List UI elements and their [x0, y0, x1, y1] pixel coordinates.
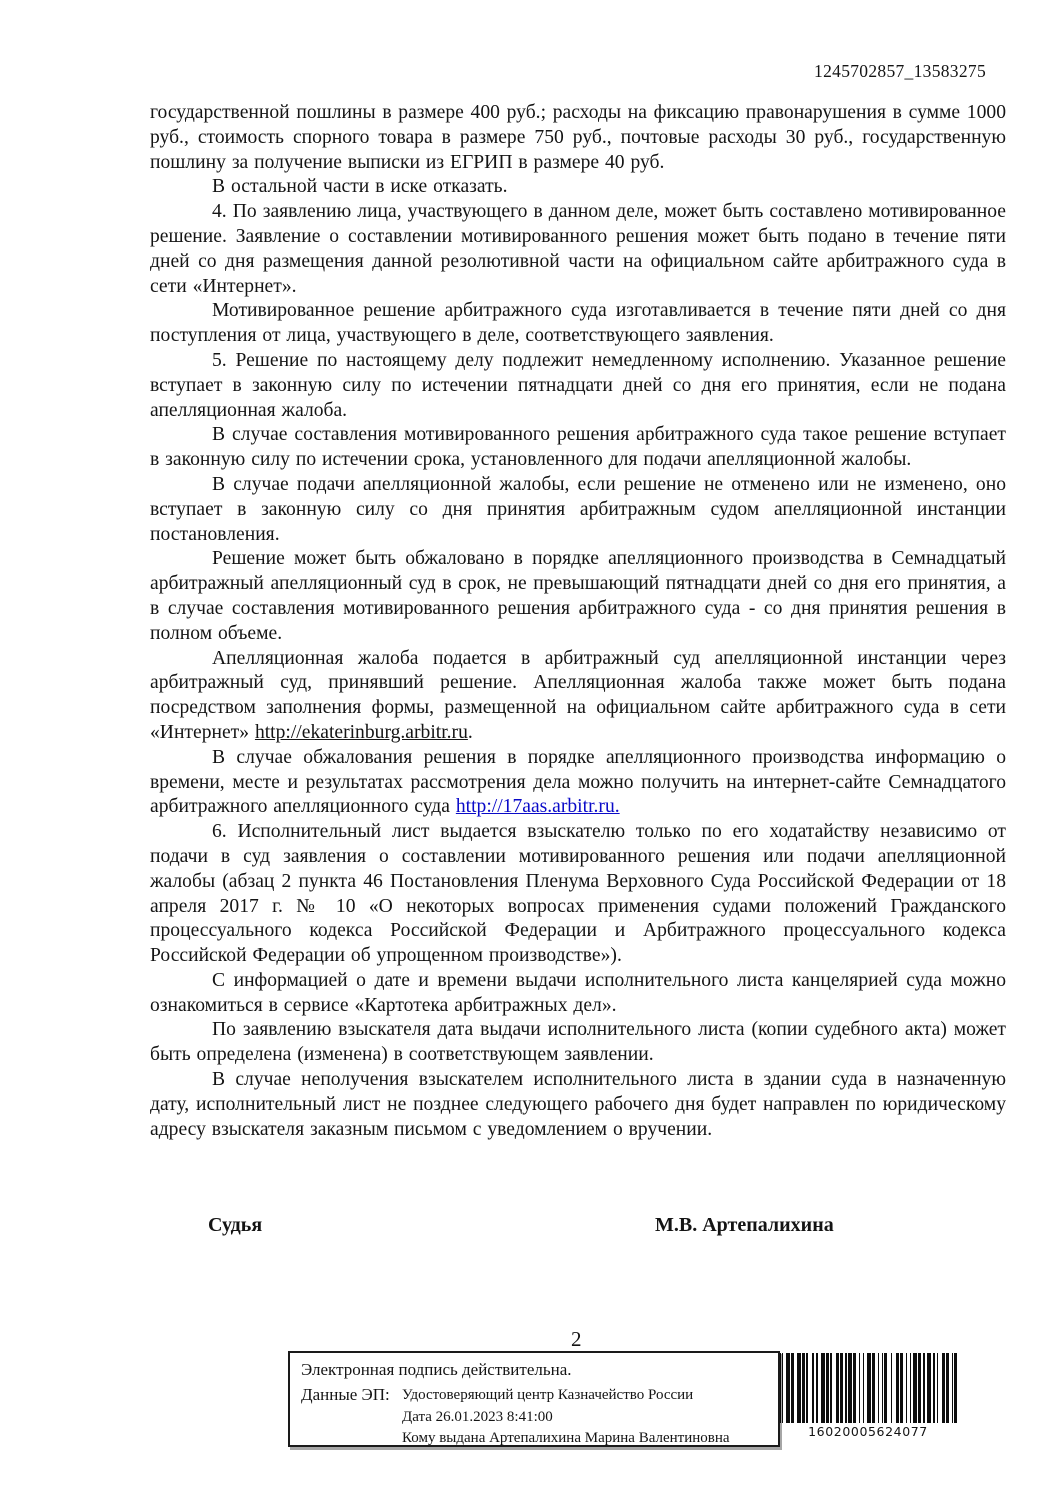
- paragraph-appeal-info-site: [150, 746, 1006, 820]
- barcode: [778, 1353, 958, 1439]
- stamp-data-row: [301, 1385, 768, 1450]
- paragraph-costs-continuation: государственной пошлины в размере 400 руб.; расходы на фиксацию правонарушения в сумме 1000 руб., стоимость спорного товара в размере 750 руб., почтовые расходы 30 руб., государственную пошлину за получение выписки из ЕГРИП в размере 40 руб.: [150, 102, 1006, 173]
- paragraph-text: В случае обжалования решения в порядке апелляционного производства информацию о времени, месте и результатах рассмотрения дела можно получить на интернет-сайте Семнадцатого арбитражного апелляционного суда: [150, 746, 1006, 818]
- stamp-validity-text: Электронная подпись действительна.: [301, 1360, 572, 1379]
- paragraph-appeal-entry-into-force: В случае подачи апелляционной жалобы, если решение не отменено или не изменено, оно вступает в законную силу со дня принятия арбитражным судом апелляционной инстанции постановления.: [150, 473, 1006, 545]
- paragraph-text: Апелляционная жалоба подается в арбитражный суд апелляционной инстанции через арбитражный суд, принявший решение. Апелляционная жалоба также может быть подана посредством заполнения формы, размещенной на официальном сайте арбитражного суда в сети «Интернет»: [150, 647, 1006, 743]
- paragraph-remainder-dismissed: В остальной части в иске отказать.: [212, 176, 508, 198]
- document-id: 1245702857_13583275: [814, 61, 986, 81]
- paragraph-writ-mailing: В случае неполучения взыскателем исполнительного листа в здании суда в назначенную дату, исполнительный лист не позднее следующего рабочего дня будет направлен по юридическому адресу взыскателя заказным письмом с уведомлением о вручении.: [150, 1069, 1006, 1140]
- stamp-data-label: Данные ЭП:: [301, 1385, 390, 1404]
- paragraph-appeal-filing-form: [150, 647, 1006, 746]
- stamp-issued-to: Кому выдана Артепалихина Марина Валентиновна: [402, 1430, 730, 1446]
- link-ekaterinburg-arbitr-ru[interactable]: http://ekaterinburg.arbitr.ru: [254, 721, 468, 743]
- judge-label: Судья: [208, 1214, 263, 1236]
- paragraph-writ-date-change: По заявлению взыскателя дата выдачи исполнительного листа (копии судебного акта) может быть определена (изменена) в соответствующем заявлении.: [150, 1019, 1006, 1066]
- signature-row: [150, 1214, 1006, 1246]
- stamp-certifying-authority: Удостоверяющий центр Казначейство России: [402, 1387, 694, 1403]
- paragraph-5-immediate-execution: 5. Решение по настоящему делу подлежит немедленному исполнению. Указанное решение вступает в законную силу по истечении пятнадцати дней со дня его принятия, если не подана апелляционная жалоба.: [150, 349, 1006, 421]
- link-17aas-arbitr-ru[interactable]: http://17aas.arbitr.ru.: [455, 796, 620, 818]
- judge-name: М.В. Артепалихина: [655, 1214, 834, 1236]
- paragraph-text: .: [467, 721, 473, 743]
- paragraph-appeal-procedure: Решение может быть обжаловано в порядке апелляционного производства в Семнадцатый арбитражный апелляционный суд в срок, не превышающий пятнадцати дней со дня его принятия, а в случае составления мотивированного решения арбитражного суда - со дня принятия решения в полном объеме.: [150, 548, 1006, 644]
- stamp-details: [402, 1385, 730, 1450]
- paragraph-writ-info-kad: С информацией о дате и времени выдачи исполнительного листа канцелярией суда можно ознакомиться в сервисе «Картотека арбитражных дел».: [150, 969, 1006, 1016]
- paragraph-4-motivated-decision: 4. По заявлению лица, участвующего в данном деле, может быть составлено мотивированное решение. Заявление о составлении мотивированного решения может быть подано в течение пяти дней со дня размещения данной резолютивной части на официальном сайте арбитражного суда в сети «Интернет».: [150, 201, 1006, 297]
- document-body: [150, 101, 1006, 1142]
- paragraph-6-writ-of-execution: 6. Исполнительный лист выдается взыскателю только по его ходатайству независимо от подачи в суд заявления о составлении мотивированного решения или подачи апелляционной жалобы (абзац 2 пункта 46 Постановления Пленума Верховного Суда Российской Федерации от 18 апреля 2017 г. № 10 «О некоторых вопросах применения судами положений Гражданского процессуального кодекса Российской Федерации и Арбитражного процессуального кодекса Российской Федерации об упрощенном производстве»).: [150, 821, 1006, 967]
- paragraph-motivated-decision-timing: Мотивированное решение арбитражного суда изготавливается в течение пяти дней со дня поступления от лица, участвующего в деле, соответствующего заявления.: [150, 300, 1006, 347]
- stamp-date: Дата 26.01.2023 8:41:00: [402, 1408, 553, 1425]
- signature-stamp: [288, 1351, 780, 1447]
- barcode-bars-icon: [778, 1353, 958, 1423]
- page-number: 2: [571, 1327, 582, 1351]
- paragraph-entry-into-force-motivated: В случае составления мотивированного решения арбитражного суда такое решение вступает в законную силу по истечении срока, установленного для подачи апелляционной жалобы.: [150, 424, 1006, 471]
- barcode-number: 16020005624077: [808, 1424, 928, 1439]
